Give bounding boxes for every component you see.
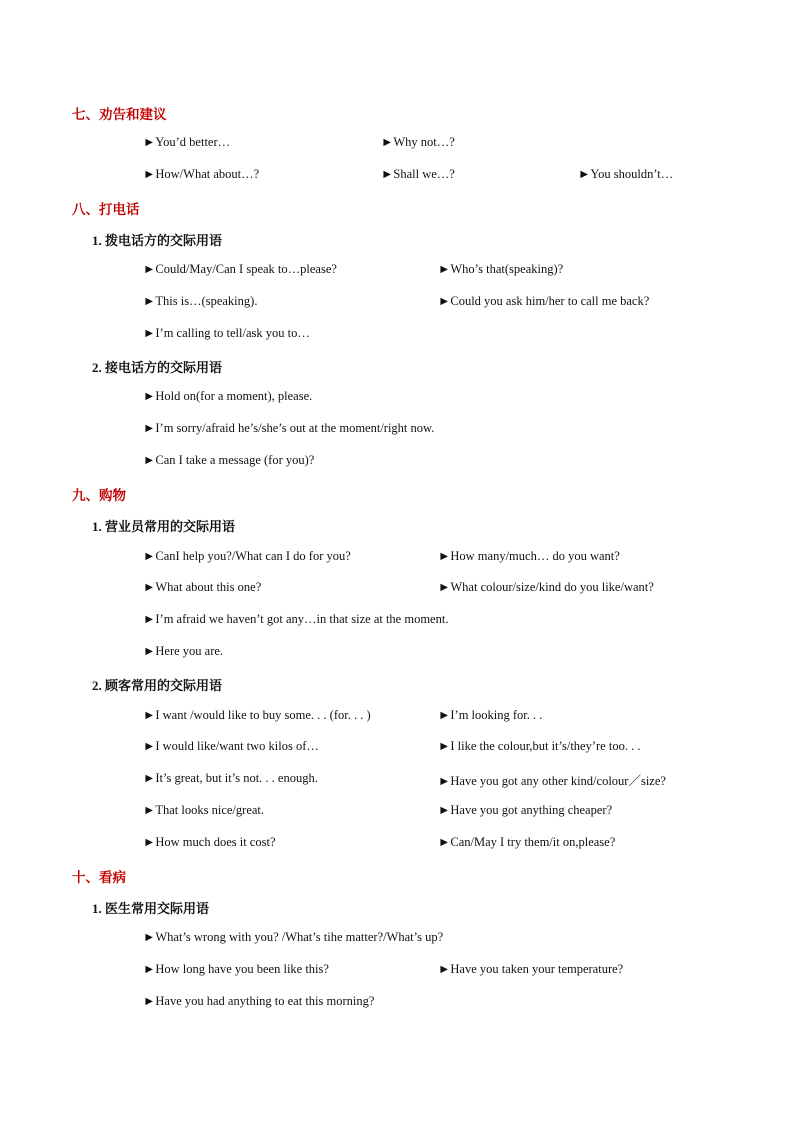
phrase-item: ►I want /would like to buy some. . . (for. . . ) (143, 708, 371, 722)
subheading-doctor: 1. 医生常用交际用语 (92, 901, 210, 916)
phrase-item: ►That looks nice/great. (143, 803, 265, 817)
section-heading-phone: 八、打电话 (72, 202, 140, 217)
phrase-item: ►How long have you been like this? (143, 962, 329, 976)
section-heading-advice: 七、劝告和建议 (72, 107, 167, 122)
phrase-item: ►Can I take a message (for you)? (143, 453, 315, 467)
phrase-item: ►Could/May/Can I speak to…please? (143, 262, 337, 276)
phrase-item: ►It’s great, but it’s not. . . enough. (143, 771, 318, 785)
phrase-item: ►CanI help you?/What can I do for you? (143, 549, 351, 563)
phrase-item: ►Could you ask him/her to call me back? (438, 294, 650, 308)
phrase-item: ►This is…(speaking). (143, 294, 258, 308)
phrase-item: ►What about this one? (143, 580, 262, 594)
phrase-item: ►You shouldn’t… (578, 167, 674, 181)
phrase-item: ►I’m sorry/afraid he’s/she’s out at the moment/right now. (143, 421, 435, 435)
phrase-item: ►How many/much… do you want? (438, 549, 620, 563)
phrase-item: ►What’s wrong with you? /What’s tihe matter?/What’s up? (143, 930, 444, 944)
phrase-item: ►I’m calling to tell/ask you to… (143, 326, 310, 340)
subheading-customer: 2. 顾客常用的交际用语 (92, 678, 223, 693)
phrase-item: ►What colour/size/kind do you like/want? (438, 580, 654, 594)
phrase-item: ►Shall we…? (381, 167, 455, 181)
phrase-item: ►Have you got anything cheaper? (438, 803, 613, 817)
phrase-item: ►Why not…? (381, 135, 455, 149)
phrase-item: ►I’m looking for. . . (438, 708, 543, 722)
phrase-item: ►How much does it cost? (143, 835, 276, 849)
phrase-item: ►How/What about…? (143, 167, 260, 181)
phrase-item: ►I like the colour,but it’s/they’re too. . . (438, 739, 641, 753)
phrase-item: ►Here you are. (143, 644, 224, 658)
phrase-item: ►Who’s that(speaking)? (438, 262, 564, 276)
phrase-item: ►Have you taken your temperature? (438, 962, 624, 976)
section-heading-doctor: 十、看病 (72, 870, 126, 885)
phrase-item: ►Have you had anything to eat this morning? (143, 994, 375, 1008)
subheading-caller: 1. 拨电话方的交际用语 (92, 233, 223, 248)
section-heading-shopping: 九、购物 (72, 488, 126, 503)
phrase-item: ►Can/May I try them/it on,please? (438, 835, 616, 849)
phrase-item: ►I’m afraid we haven’t got any…in that size at the moment. (143, 612, 449, 626)
phrase-item: ►Hold on(for a moment), please. (143, 389, 313, 403)
phrase-item: ►Have you got any other kind/colour／size? (438, 774, 666, 788)
phrase-item: ►I would like/want two kilos of… (143, 739, 319, 753)
subheading-clerk: 1. 营业员常用的交际用语 (92, 519, 236, 534)
phrase-item: ►You’d better… (143, 135, 231, 149)
subheading-receiver: 2. 接电话方的交际用语 (92, 360, 223, 375)
